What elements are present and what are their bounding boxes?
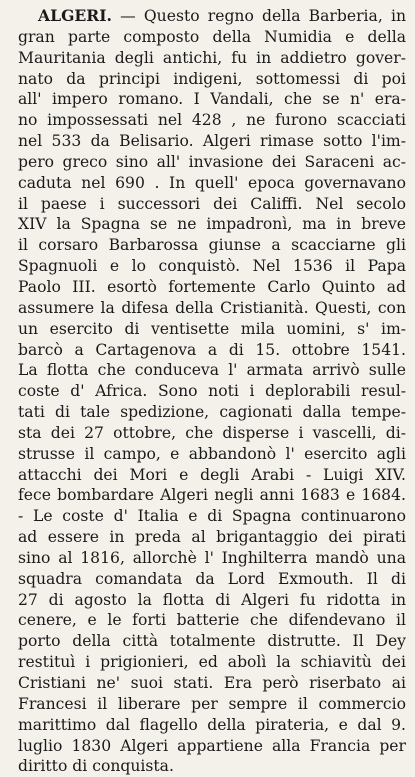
article-line: tati di tale spedizione, cagionati dalla tempe- bbox=[18, 403, 406, 422]
article-heading: ALGERI. bbox=[38, 6, 112, 25]
article-line: porto della città totalmente distrutte. Il Dey bbox=[18, 632, 406, 651]
article-line: sino al 1816, allorchè l' Inghilterra mandò una bbox=[18, 548, 406, 567]
article-line: Mauritania degli antichi, fu in addietro gover- bbox=[18, 48, 406, 67]
article-line: restituì i prigionieri, ed abolì la schiavitù dei bbox=[18, 653, 406, 672]
article-column bbox=[18, 6, 406, 777]
article-line: barcò a Cartagenova a di 15. ottobre 1541. bbox=[18, 340, 406, 359]
article-line: marittimo dal flagello della pirateria, e dal 9. bbox=[18, 715, 406, 734]
article-line: coste d' Africa. Sono noti i deplorabili resul- bbox=[18, 382, 406, 401]
article-line: XIV la Spagna se ne impadronì, ma in breve bbox=[18, 215, 406, 234]
article-line: il paese i successori dei Califfi. Nel secolo bbox=[18, 194, 406, 213]
article-line: nel 533 da Belisario. Algeri rimase sotto l'im- bbox=[18, 132, 406, 151]
article-line: Spagnuoli e lo conquistò. Nel 1536 il Papa bbox=[18, 257, 406, 276]
article-line: ad essere in preda al brigantaggio dei pirati bbox=[18, 528, 406, 547]
article-first-line bbox=[18, 6, 406, 27]
article-line: no impossessati nel 428 , ne furono scacciati bbox=[18, 111, 406, 130]
article-line: sta dei 27 ottobre, che disperse i vascelli, di- bbox=[18, 423, 406, 442]
article-line: — Questo regno della Barberia, in bbox=[120, 7, 406, 25]
article-line: diritto di conquista. bbox=[18, 757, 174, 776]
article-line: il corsaro Barbarossa giunse a scacciarne gli bbox=[18, 236, 406, 255]
article-line: strusse il campo, e abbandonò l' esercito agli bbox=[18, 444, 406, 463]
article-line: pero greco sino all' invasione dei Saraceni ac- bbox=[18, 152, 406, 171]
article-line: un esercito di ventisette mila uomini, s' im- bbox=[18, 319, 406, 338]
article-line: attacchi dei Mori e degli Arabi - Luigi XIV. bbox=[18, 465, 406, 484]
article-line: luglio 1830 Algeri appartiene alla Francia per bbox=[18, 736, 406, 755]
article-line: Cristiani ne' suoi stati. Era però riserbato ai bbox=[18, 674, 406, 692]
article-line: nato da principi indigeni, sottomessi di poi bbox=[18, 69, 406, 88]
article-line: Francesi il liberare per sempre il commercio bbox=[18, 694, 406, 713]
article-line: - Le coste d' Italia e di Spagna continuarono bbox=[18, 507, 406, 526]
article-line: cenere, e le forti batterie che difendevano il bbox=[18, 611, 406, 630]
article-line: Paolo III. esortò fortemente Carlo Quinto ad bbox=[18, 277, 406, 296]
article-line: assumere la difesa della Cristianità. Questi, con bbox=[18, 298, 406, 317]
article-line: 27 di agosto la flotta di Algeri fu ridotta in bbox=[18, 590, 406, 609]
article-line: fece bombardare Algeri negli anni 1683 e 1684. bbox=[18, 486, 406, 505]
article-line: squadra comandata da Lord Exmouth. Il di bbox=[18, 569, 406, 588]
article-line: all' impero romano. I Vandali, che se n' era- bbox=[18, 90, 406, 109]
article-line: La flotta che conduceva l' armata arrivò sulle bbox=[18, 361, 406, 380]
article-line: caduta nel 690 . In quell' epoca governavano bbox=[18, 173, 406, 192]
article-line: gran parte composto della Numidia e della bbox=[18, 27, 406, 46]
